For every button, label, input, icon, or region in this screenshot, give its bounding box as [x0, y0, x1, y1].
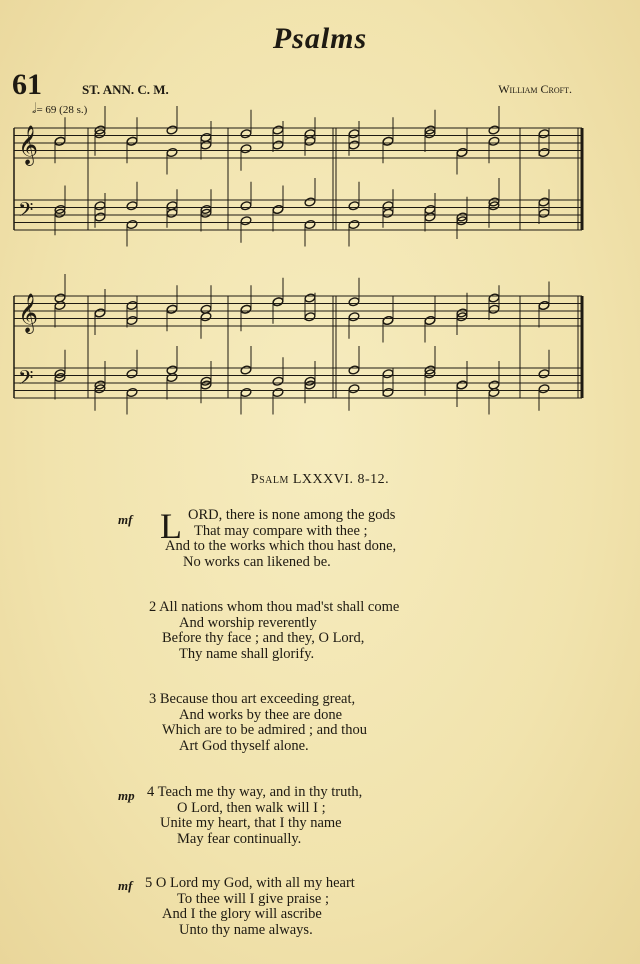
stanza-line: Art God thyself alone. — [179, 737, 309, 754]
note-head — [304, 219, 316, 229]
stanza-line: Thy name shall glorify. — [179, 645, 315, 662]
composer: William Croft. — [498, 82, 572, 96]
stanza-line: ORD, there is none among the gods — [188, 507, 396, 523]
stanza-line: And to the works which thou hast done, — [165, 538, 397, 554]
stanza-line: 2 All nations whom thou mad'st shall come — [149, 599, 400, 615]
stanza-3 — [149, 692, 367, 754]
stanza-line: That may compare with thee ; — [194, 522, 368, 539]
note-head — [272, 140, 284, 150]
note-head — [538, 300, 550, 310]
stanza-line: To thee will I give praise ; — [177, 890, 329, 907]
note-head — [424, 204, 436, 214]
note-head — [166, 125, 178, 135]
note-head — [240, 216, 252, 226]
note-head — [538, 369, 550, 379]
note-head — [488, 293, 500, 303]
hymn-number: 61 — [12, 68, 42, 101]
note-head — [200, 312, 212, 322]
note-head — [126, 300, 138, 310]
note-head — [348, 129, 360, 139]
stanza-line: Which are to be admired ; and thou — [162, 722, 367, 738]
bass-clef-icon: 𝄢 — [18, 366, 34, 394]
note-head — [166, 304, 178, 314]
note-head — [348, 140, 360, 150]
note-head — [382, 387, 394, 397]
note-head — [348, 365, 360, 375]
drop-cap: L — [160, 506, 182, 546]
note-head — [94, 212, 106, 222]
psalm-title: Psalm LXXXVI. 8-12. — [250, 472, 390, 487]
note-head — [382, 136, 394, 146]
music-score — [0, 0, 640, 420]
stanza-line: Unto thy name always. — [179, 921, 313, 938]
stanza-line: 3 Because thou art exceeding great, — [149, 691, 356, 707]
note-head — [538, 384, 550, 394]
note-head — [456, 147, 468, 157]
note-head — [126, 387, 138, 397]
stanza-line: And works by thee are done — [179, 706, 343, 723]
stanza-1-cont — [165, 539, 396, 570]
note-head — [348, 201, 360, 211]
note-head — [240, 201, 252, 211]
note-head — [538, 129, 550, 139]
treble-clef-icon: 𝄞 — [18, 293, 39, 333]
note-head — [304, 312, 316, 322]
stanza-line: Unite my heart, that I thy name — [160, 815, 342, 831]
note-head — [304, 129, 316, 139]
note-head — [94, 308, 106, 318]
note-head — [200, 132, 212, 142]
note-head — [382, 369, 394, 379]
note-head — [538, 197, 550, 207]
note-head — [488, 136, 500, 146]
note-head — [424, 315, 436, 325]
note-head — [348, 219, 360, 229]
note-head — [304, 197, 316, 207]
note-head — [166, 201, 178, 211]
stanza-line: May fear continually. — [177, 830, 302, 847]
tempo-text: = 69 (28 s.) — [36, 104, 88, 116]
stanza-2 — [149, 600, 399, 662]
note-head — [272, 125, 284, 135]
note-head — [382, 315, 394, 325]
stanza-1 — [184, 508, 395, 539]
note-head — [54, 300, 66, 310]
note-head — [240, 304, 252, 314]
tune-name: ST. ANN. C. M. — [82, 82, 169, 97]
note-head — [240, 365, 252, 375]
treble-clef-icon: 𝄞 — [18, 125, 39, 165]
note-head — [538, 147, 550, 157]
bass-clef-icon: 𝄢 — [18, 198, 34, 226]
dynamic-marking: mf — [118, 878, 133, 893]
stanza-4 — [147, 785, 362, 847]
note-head — [166, 372, 178, 382]
note-head — [538, 208, 550, 218]
note-head — [126, 219, 138, 229]
note-head — [126, 136, 138, 146]
note-head — [272, 204, 284, 214]
running-head: Psalms — [272, 22, 368, 55]
note-head — [240, 144, 252, 154]
half-note-icon: 𝅗𝅥 — [32, 102, 37, 117]
note-head — [348, 384, 360, 394]
note-head — [240, 129, 252, 139]
note-head — [126, 369, 138, 379]
stanza-5 — [145, 876, 355, 938]
note-head — [304, 293, 316, 303]
note-head — [456, 380, 468, 390]
note-head — [54, 136, 66, 146]
note-head — [382, 201, 394, 211]
note-head — [488, 387, 500, 397]
stanza-line: 5 O Lord my God, with all my heart — [145, 875, 355, 891]
stanza-line: And I the glory will ascribe — [162, 906, 322, 922]
note-head — [272, 376, 284, 386]
dynamic-marking: mp — [118, 788, 135, 803]
stanza-line: And worship reverently — [179, 614, 317, 631]
note-head — [488, 125, 500, 135]
note-head — [348, 312, 360, 322]
stanza-line: No works can likened be. — [183, 553, 331, 570]
note-head — [272, 297, 284, 307]
note-head — [94, 201, 106, 211]
note-head — [126, 201, 138, 211]
note-head — [272, 387, 284, 397]
stanza-line: Before thy face ; and they, O Lord, — [162, 630, 365, 646]
stanza-line: O Lord, then walk will I ; — [177, 799, 326, 816]
note-head — [488, 304, 500, 314]
dynamic-marking: mf — [118, 512, 133, 527]
note-head — [166, 147, 178, 157]
note-head — [240, 387, 252, 397]
note-head — [348, 297, 360, 307]
stanza-line: 4 Teach me thy way, and in thy truth, — [147, 784, 363, 800]
note-head — [126, 315, 138, 325]
